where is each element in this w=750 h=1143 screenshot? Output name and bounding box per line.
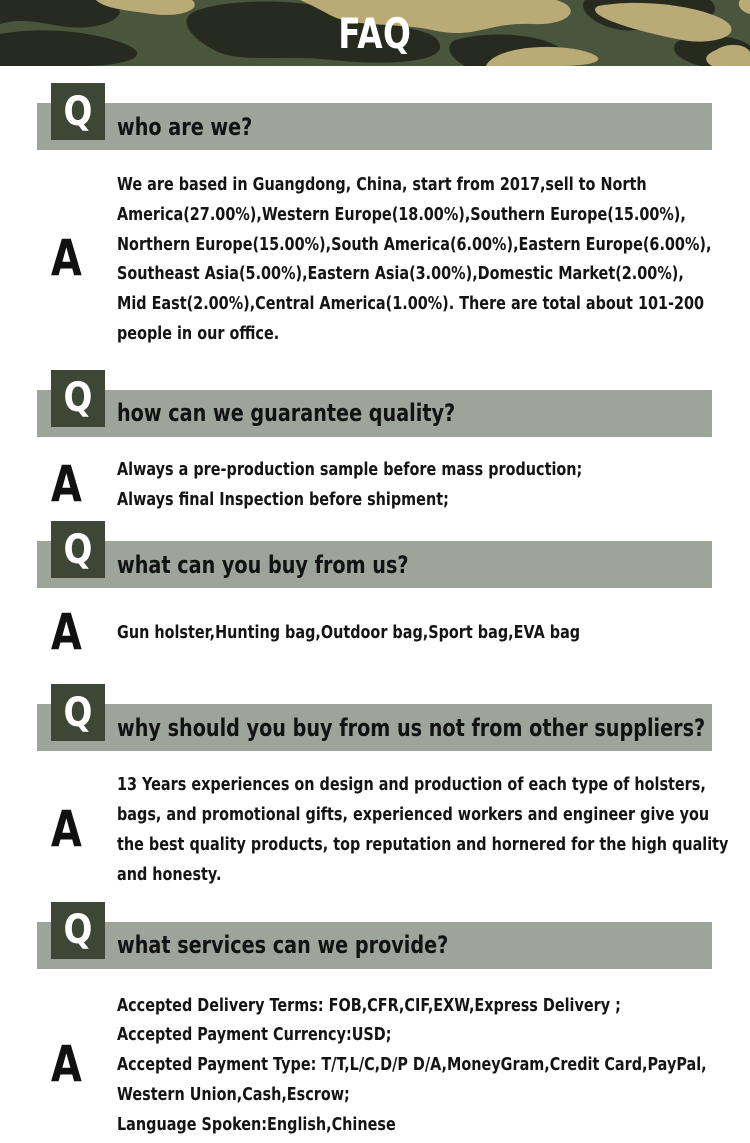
a-badge-letter: A bbox=[51, 1035, 82, 1094]
q-badge bbox=[51, 521, 105, 578]
question-bar bbox=[37, 390, 712, 437]
answer-line: people in our office. bbox=[117, 322, 280, 344]
answer-line: Language Spoken:English,Chinese bbox=[117, 1113, 396, 1135]
answer-line: Gun holster,Hunting bag,Outdoor bag,Sport bag,EVA bag bbox=[117, 622, 581, 644]
a-badge bbox=[0, 800, 117, 858]
answer-row bbox=[0, 603, 750, 661]
q-badge-letter: Q bbox=[63, 375, 93, 422]
question-bar bbox=[37, 103, 712, 150]
question-row bbox=[37, 83, 712, 150]
answer-line: and honesty. bbox=[117, 863, 222, 885]
a-badge-letter: A bbox=[51, 454, 82, 513]
answer-row bbox=[0, 168, 750, 349]
answer-row bbox=[0, 768, 750, 889]
question-row bbox=[37, 521, 712, 588]
answer-line: Northern Europe(15.00%),South America(6.00%),Eastern Europe(6.00%), bbox=[117, 233, 712, 255]
answer-line: America(27.00%),Western Europe(18.00%),Southern Europe(15.00%), bbox=[117, 203, 686, 225]
answer-line: 13 Years experiences on design and production of each type of holsters, bbox=[117, 774, 706, 796]
answer-text bbox=[117, 168, 750, 349]
q-badge bbox=[51, 902, 105, 959]
question-text: how can we guarantee quality? bbox=[117, 399, 456, 428]
faq-section-guarantee-quality bbox=[0, 370, 750, 515]
answer-line: bags, and promotional gifts, experienced workers and engineer give you bbox=[117, 804, 710, 826]
a-badge-letter: A bbox=[51, 229, 82, 288]
q-badge-letter: Q bbox=[63, 689, 93, 736]
answer-row bbox=[0, 453, 750, 515]
answer-row bbox=[0, 989, 750, 1140]
question-bar bbox=[37, 922, 712, 969]
q-badge-letter: Q bbox=[63, 88, 93, 135]
q-badge bbox=[51, 83, 105, 140]
answer-line: Always a pre-production sample before mass production; bbox=[117, 458, 583, 480]
faq-section-services bbox=[0, 902, 750, 1140]
banner-title: FAQ bbox=[338, 8, 412, 58]
faq-section-what-can-you-buy bbox=[0, 521, 750, 661]
question-text: what can you buy from us? bbox=[117, 550, 409, 579]
a-badge-letter: A bbox=[51, 603, 82, 662]
answer-text bbox=[117, 616, 750, 648]
faq-section-why-buy-from-us bbox=[0, 684, 750, 889]
question-row bbox=[37, 370, 712, 437]
a-badge-letter: A bbox=[51, 799, 82, 858]
answer-line: Southeast Asia(5.00%),Eastern Asia(3.00%),Domestic Market(2.00%), bbox=[117, 263, 684, 285]
answer-line: We are based in Guangdong, China, start from 2017,sell to North bbox=[117, 174, 647, 195]
question-row bbox=[37, 902, 712, 969]
a-badge bbox=[0, 1035, 117, 1093]
answer-line: Mid East(2.00%),Central America(1.00%). There are total about 101-200 bbox=[117, 293, 705, 315]
answer-line: Western Union,Cash,Escrow; bbox=[117, 1083, 350, 1105]
answer-text bbox=[117, 989, 750, 1140]
question-text: what services can we provide? bbox=[117, 931, 449, 960]
answer-line: Always final Inspection before shipment; bbox=[117, 488, 449, 510]
question-bar bbox=[37, 704, 712, 751]
question-row bbox=[37, 684, 712, 751]
question-text: why should you buy from us not from other suppliers? bbox=[117, 713, 706, 742]
answer-text bbox=[117, 768, 750, 889]
answer-line: Accepted Payment Type: T/T,L/C,D/P D/A,MoneyGram,Credit Card,PayPal, bbox=[117, 1054, 707, 1076]
answer-text bbox=[117, 453, 750, 515]
faq-banner bbox=[0, 0, 750, 66]
answer-line: the best quality products, top reputation and hornered for the high quality bbox=[117, 833, 729, 855]
q-badge bbox=[51, 684, 105, 741]
a-badge bbox=[0, 229, 117, 287]
a-badge bbox=[0, 603, 117, 661]
q-badge bbox=[51, 370, 105, 427]
q-badge-letter: Q bbox=[63, 526, 93, 573]
q-badge-letter: Q bbox=[63, 907, 93, 954]
a-badge bbox=[0, 455, 117, 513]
question-text: who are we? bbox=[117, 112, 253, 141]
question-bar bbox=[37, 541, 712, 588]
answer-line: Accepted Payment Currency:USD; bbox=[117, 1024, 392, 1046]
faq-section-who-are-we bbox=[0, 83, 750, 349]
answer-line: Accepted Delivery Terms: FOB,CFR,CIF,EXW,Express Delivery ; bbox=[117, 994, 621, 1016]
